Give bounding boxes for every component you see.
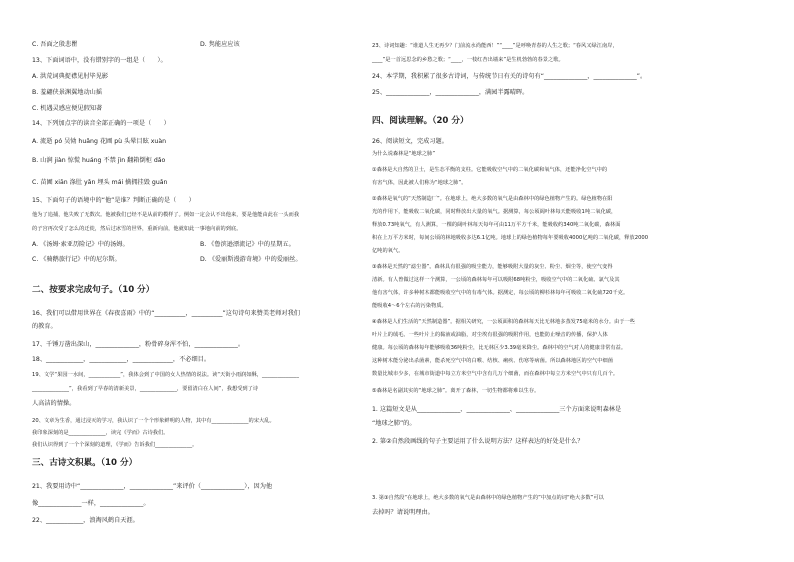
q13-option-c: C. 机遇灵感应便见假知著 (32, 105, 103, 112)
reading-question-3-line-2: 去掉吗？请说明理由。 (372, 509, 434, 516)
question-24: 24、本学期，我积累了很多古诗词，与传统节日有关的诗句有“______________，______________”。 (372, 73, 647, 80)
q15-option-d: D. 《爱丽斯漫游奇境》中的爱丽丝。 (200, 256, 302, 263)
question-16: 16、我们可以借用世界在《春夜喜雨》中的“__________，__________”这句诗句来赞美老师对我们 (32, 310, 300, 317)
paragraph-1-line-2: 有害气体，因此被人们称为“地球之肺”。 (372, 180, 467, 186)
question-20-line-3: 我们认识得到了一个个深刻的道理，《学而》告诉我们______________。 (32, 442, 198, 448)
question-23: 23、诗词知趣：“谁道人生无再少？门前流水尚能西！”“____”是呼唤青春的人生之歌；“春风又绿江南岸， (372, 43, 618, 49)
q13-option-b: B. 羞翩侠景渊翼地动山摇 (32, 89, 103, 96)
q12-option-d: D. 隽能应应该 (200, 41, 240, 48)
q15-passage-line-1: 他为了追捕，他失败了无数次。他被我们已经不是从前的模样了。例如一定会认不出他来，要是他能由此在一头而我 (32, 212, 300, 218)
paragraph-3-line-3: 他有害气体，许多种树木都能吸收空气中的有毒气体。据测定，每公顷的柳杉林每年可吸收二氧化硫720千克。 (372, 290, 629, 296)
paragraph-2-line-1: ②森林是氧气的“天然制造厂”。在地球上，绝大多数的氧气是由森林中的绿色植物产生的。绿色植物在阳 (372, 196, 613, 202)
paragraph-3-line-1: ③森林是天然的“滤尘器”。森林具有很强的吸尘能力，能够吸附大量的灰尘、粉尘、烟尘等，使空气变得 (372, 264, 613, 270)
question-26: 26、阅读短文，完成习题。 (372, 138, 448, 145)
reading-question-1: 1. 这篇短文是从______________、______________、______________三个方面来说明森林是 (372, 406, 622, 413)
paragraph-2-line-5: 亿吨的氧气。 (372, 248, 404, 254)
section-3-heading: 三、古诗文积累。（10 分） (32, 458, 138, 468)
question-17: 17、千锤万凿出深山，______________，粉骨碎身浑不怕，______________。 (32, 341, 245, 348)
q15-passage-line-2: 的子宫再次受了怎么的迁徙，然后过冰雪的世界，重新向前，他就如此一事地向前的到底。 (32, 226, 242, 232)
question-16-continuation: 的教育。 (32, 323, 57, 330)
reading-question-1-line-2: “地球之肺”的。 (372, 420, 416, 427)
paragraph-2-line-4: 积在上万平方米时，每间公顷的林地吸收多达6.1亿吨。地球上的绿色植物每年要吸收4000亿吨的二氧化碳，释放2000 (372, 235, 649, 241)
article-title: 为什么说森林是“地球之肺” (372, 151, 436, 157)
question-19-line-3: 人高洁的情操。 (32, 400, 76, 407)
question-20-line-2: 我印象深刻的是______________，读完《学而》古诗我们。 (32, 430, 169, 436)
q15-option-c: C. 《骑鹅旅行记》中的尼尔斯。 (32, 256, 121, 263)
paragraph-5: ⑤森林是名副其实的“地球之肺”。离开了森林，一切生物都将难以生存。 (372, 388, 540, 394)
question-20: 20、文章为生香，通过浸灭的学习，我认识了一个个形象鲜明的人物，其中有______________的宋大乱。 (32, 418, 275, 424)
paragraph-1-line-1: ①森林是大自然的卫士，是生态平衡的支柱。它能吸收空气中的二氧化碳和氧气体，还能净化空气中的 (372, 167, 608, 173)
question-13: 13、下面词语中，没有错别字的一组是（ ）。 (32, 57, 167, 64)
question-25: 25、______________，______________，满园半露晴晖。 (372, 89, 529, 96)
paragraph-2-line-3: 释放0.73吨氧气，有人测算，一棵的阔叶林每天每年可由11万平方千米，能吸收约340吨二氧化碳，森林面 (372, 222, 621, 228)
reading-question-3: 3. 第③自然段“在地球上，绝大多数的氧气是由森林中的绿色植物产生的”中加点的词“绝大多数”可以 (372, 495, 604, 501)
section-4-heading: 四、阅读理解。（20 分） (372, 116, 469, 126)
question-22: 22、____________，浪淘风鹤自天涯。 (32, 517, 139, 524)
q15-option-b: B. 《鲁滨逊漂流记》中的星期五。 (200, 241, 295, 248)
question-19-line-2: ______________”，我看到了早春的清新美景，______________，要留清白在人间”，我想受到了诗 (32, 386, 259, 392)
question-14: 14、下列加点字的读音全部正确的一项是（ ） (32, 120, 170, 127)
reading-question-2: 2. 第②自然段画线的句子主要运用了什么说明方法？这样表达的好处是什么？ (372, 438, 584, 445)
q14-option-a: A. 流逝 pó 吴恸 huǎng 花圃 pù 头晕目眩 xuàn (32, 138, 167, 145)
q13-option-a: A. 洪荒词典捉襟见肘毕见影 (32, 73, 109, 80)
question-21: 21、我要用诗中“______________，______________”来评价（______________），因为他 (32, 483, 273, 490)
section-2-heading: 二、按要求完成句子。（10 分） (32, 285, 155, 295)
question-18: 18、____________，____________，_____________，不必细目。 (32, 356, 211, 363)
paragraph-4-line-1: ④森林是人们生活的“天然制造器”。据相关研究，一公顷面积的森林每天比无林地多蒸发75毫米的水分。由于一些 (372, 319, 636, 325)
paragraph-3-line-4: 能吸收4～6个左右的污染物质。 (372, 303, 447, 309)
question-19: 19、文学“果园一水间，____________”，我体会到了中国的女人热情的说法。读“天街小雨润如酥，______________ (32, 372, 299, 378)
paragraph-2-line-2: 光的作用下，能吸收二氧化碳，同时释放出大量的氧气。据测算，每公顷阔叶林每天能吸收1吨二氧化碳， (372, 209, 617, 215)
question-21-line-2: 像______________一样，______________。 (32, 500, 150, 507)
q12-option-c: C. 吾面之殷悲瞿 (32, 41, 78, 48)
paragraph-3-line-2: 清新。有人曾做过这样一个测算，一公顷的森林每年可以吸附68吨粉尘，吸收空气中的二氧化硫、氯气及其 (372, 277, 620, 283)
paragraph-4-line-2: 叶片上的绒毛、一些叶片上的黏液或油脂，对尘埃有很强的吸附作用，也能防止噪音的传播，保护人体 (372, 332, 608, 338)
paragraph-4-line-4: 这种树木能分泌出杀菌素，能杀死空气中的白喉、结核、痢疾、伤寒等病菌。所以森林地区的空气中细菌 (372, 358, 613, 364)
paragraph-4-line-5: 数量比城市少多，在城市街道中每立方米空气中含有几万个细菌，而在森林中每立方米空气中只有几百个。 (372, 371, 619, 377)
q15-option-a: A. 《汤姆·索亚历险记》中的汤姆。 (32, 241, 129, 248)
q14-option-c: C. 苗圃 xiān 涤肚 yǎn 埋头 mái 擒拥挂毁 guǎn (32, 179, 168, 186)
question-15: 15、下面句子的语境中的“他”是谁？判断正确的是（ ） (32, 197, 195, 204)
q14-option-b: B. 山涧 jiàn 惊慌 huáng 不禁 jìn 翻箱倒柜 dǎo (32, 157, 166, 164)
paragraph-4-line-3: 健康。每公顷的森林每年能够吸收36吨粉尘，比无林区少3.39毫米降尘。森林中的空气对人的健康非常有益。 (372, 345, 627, 351)
question-23-line-2: ____”是一首远思念的乡愁之歌；“____，一枝红杏出墙来”是生机勃勃的春景之歌。 (372, 57, 564, 63)
